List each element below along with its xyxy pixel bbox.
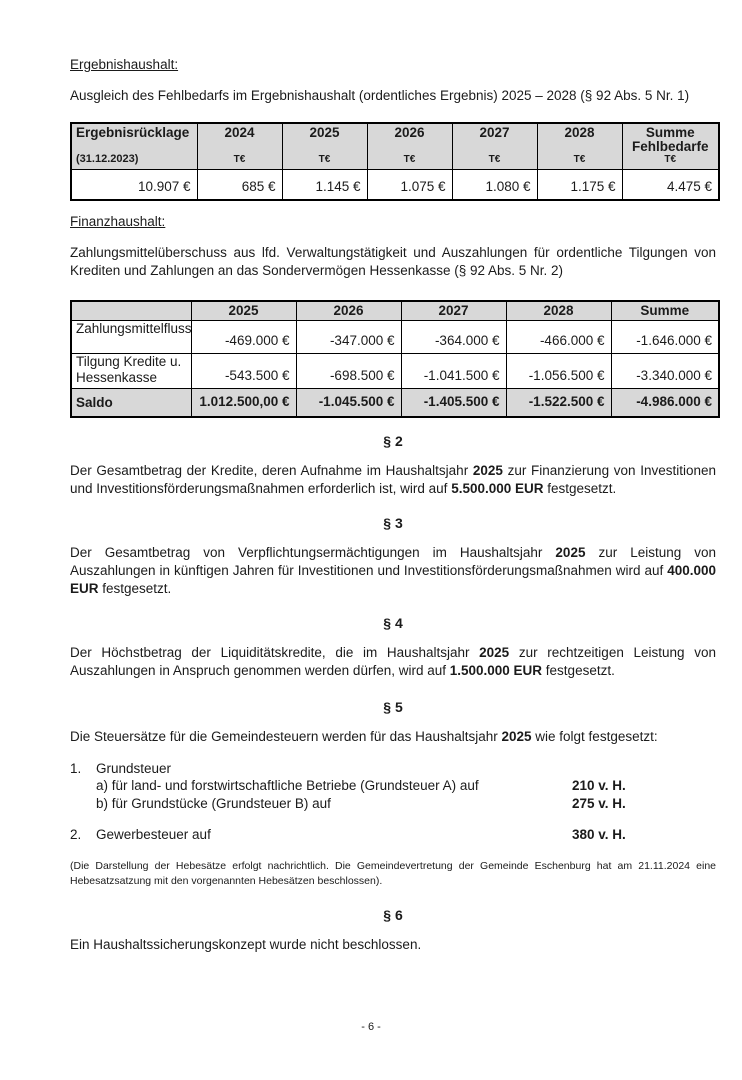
row-label: Saldo bbox=[71, 389, 191, 417]
list-item-gewerbesteuer bbox=[70, 826, 716, 844]
header-cell-2026: 2026 bbox=[296, 301, 401, 321]
text-segment: Der Gesamtbetrag der Kredite, deren Aufnahme im Haushaltsjahr bbox=[70, 462, 473, 478]
section-heading-5: § 5 bbox=[383, 698, 403, 715]
header-cell-2028: 2028 bbox=[506, 301, 611, 321]
section-heading-3: § 3 bbox=[383, 514, 403, 531]
section-heading-2: § 2 bbox=[383, 432, 403, 449]
item-label: Gewerbesteuer auf bbox=[96, 827, 211, 842]
page-number: - 6 - bbox=[361, 1021, 381, 1033]
value-2025: 1.145 € bbox=[282, 169, 367, 200]
text-segment: Der Gesamtbetrag von Verpflichtungsermächtigungen im Haushaltsjahr bbox=[70, 544, 556, 560]
tax-rate-list bbox=[70, 760, 716, 844]
heading-finanzhaushalt: Finanzhaushalt: bbox=[70, 214, 166, 229]
value-ergebnisruecklage: 10.907 € bbox=[71, 169, 197, 200]
item-value: 210 v. H. bbox=[572, 778, 626, 793]
bold-amount: 1.500.000 EUR bbox=[449, 662, 543, 678]
finanzhaushalt-table bbox=[70, 300, 720, 418]
text-segment: zur rechtzeitigen Leistung von Auszahlungen in Anspruch genommen werden dürfen, wird auf bbox=[70, 644, 716, 678]
row-zahlungsmittelfluss bbox=[71, 321, 719, 354]
item-number bbox=[70, 795, 96, 813]
cell-2026: -1.045.500 € bbox=[296, 389, 401, 417]
cell-2028: -1.522.500 € bbox=[506, 389, 611, 417]
section-5-intro bbox=[70, 728, 716, 746]
text-segment: wie folgt festgesetzt: bbox=[531, 728, 658, 744]
cell-summe: -3.340.000 € bbox=[611, 354, 719, 389]
item-value bbox=[572, 760, 716, 778]
header-cell-2024: 2024 T€ bbox=[197, 123, 282, 169]
table-header-row bbox=[71, 301, 719, 321]
finanzhaushalt-intro: Zahlungsmittelüberschuss aus lfd. Verwaltungstätigkeit und Auszahlungen für ordentliche Tilgungen von Krediten und Zahlungen an das Sondervermögen Hessenkasse (§ 92 Abs. 5 Nr. 2) bbox=[70, 245, 716, 278]
header-cell-2025: 2025 bbox=[191, 301, 296, 321]
text-segment: zur Finanzierung von Investitionen und Investitionsförderungsmaßnahmen erforderlich ist, wird auf bbox=[70, 462, 716, 496]
heading-ergebnishaushalt: Ergebnishaushalt: bbox=[70, 57, 179, 72]
header-cell-ergebnisruecklage: Ergebnisrücklage (31.12.2023) bbox=[71, 123, 197, 169]
header-cell-2027: 2027 T€ bbox=[452, 123, 537, 169]
ergebnishaushalt-intro: Ausgleich des Fehlbedarfs im Ergebnishaushalt (ordentliches Ergebnis) 2025 – 2028 (§ 92 Abs. 5 Nr. 1) bbox=[70, 88, 690, 103]
section-heading-6: § 6 bbox=[383, 906, 403, 923]
cell-2025: -543.500 € bbox=[191, 354, 296, 389]
section-heading-4: § 4 bbox=[383, 614, 403, 631]
cell-2028: -466.000 € bbox=[506, 321, 611, 354]
cell-2026: -698.500 € bbox=[296, 354, 401, 389]
header-cell-2025: 2025 T€ bbox=[282, 123, 367, 169]
bold-amount: 400.000 EUR bbox=[70, 562, 716, 596]
row-tilgung-kredite bbox=[71, 354, 719, 389]
bold-year: 2025 bbox=[555, 544, 586, 560]
cell-2027: -364.000 € bbox=[401, 321, 506, 354]
cell-2027: -1.405.500 € bbox=[401, 389, 506, 417]
cell-2027: -1.041.500 € bbox=[401, 354, 506, 389]
item-value: 380 v. H. bbox=[572, 827, 626, 842]
value-2028: 1.175 € bbox=[537, 169, 622, 200]
text-segment: festgesetzt. bbox=[542, 662, 615, 678]
table-header-row bbox=[71, 123, 719, 169]
item-value: 275 v. H. bbox=[572, 795, 626, 811]
value-2027: 1.080 € bbox=[452, 169, 537, 200]
section-2-paragraph bbox=[70, 462, 716, 498]
text-segment: Die Steuersätze für die Gemeindesteuern werden für das Haushaltsjahr bbox=[70, 728, 502, 744]
item-number: 2. bbox=[70, 827, 82, 842]
text-segment: zur Leistung von Auszahlungen in künftigen Jahren für Investitionen und Investitionsförderungsmaßnahmen wird auf bbox=[70, 544, 716, 578]
cell-2028: -1.056.500 € bbox=[506, 354, 611, 389]
cell-summe: -4.986.000 € bbox=[611, 389, 719, 417]
cell-2026: -347.000 € bbox=[296, 321, 401, 354]
bold-amount: 5.500.000 EUR bbox=[451, 480, 544, 496]
header-cell-2027: 2027 bbox=[401, 301, 506, 321]
bold-year: 2025 bbox=[501, 728, 532, 744]
list-item-grundsteuer bbox=[70, 760, 716, 778]
row-label: Tilgung Kredite u. Hessenkasse bbox=[71, 354, 191, 389]
section-6-paragraph: Ein Haushaltssicherungskonzept wurde nicht beschlossen. bbox=[70, 936, 422, 952]
item-label: b) für Grundstücke (Grundsteuer B) auf bbox=[96, 795, 331, 811]
item-number bbox=[70, 777, 96, 795]
hebesatz-footnote: (Die Darstellung der Hebesätze erfolgt nachrichtlich. Die Gemeindevertretung der Gemeinde Eschenburg hat am 21.11.2024 eine Hebesatzsatzung mit den vorgenannten Hebesätzen beschlossen). bbox=[70, 859, 716, 887]
value-2026: 1.075 € bbox=[367, 169, 452, 200]
cell-2025: -469.000 € bbox=[191, 321, 296, 354]
item-label: Grundsteuer bbox=[96, 760, 172, 776]
value-summe: 4.475 € bbox=[622, 169, 719, 200]
bold-year: 2025 bbox=[479, 644, 510, 660]
header-cell-2026: 2026 T€ bbox=[367, 123, 452, 169]
text-segment: festgesetzt. bbox=[98, 580, 172, 596]
value-2024: 685 € bbox=[197, 169, 282, 200]
text-segment: Der Höchstbetrag der Liquiditätskredite, die im Haushaltsjahr bbox=[70, 644, 480, 660]
header-cell-summe: Summe bbox=[611, 301, 719, 321]
cell-summe: -1.646.000 € bbox=[611, 321, 719, 354]
text-segment: festgesetzt. bbox=[543, 480, 617, 496]
item-label: a) für land- und forstwirtschaftliche Betriebe (Grundsteuer A) auf bbox=[96, 778, 479, 793]
row-label: Zahlungsmittelfluss bbox=[71, 321, 191, 354]
bold-year: 2025 bbox=[472, 462, 503, 478]
header-cell-empty bbox=[71, 301, 191, 321]
table-data-row bbox=[71, 169, 719, 200]
header-cell-summe-fehlbedarfe: Summe Fehlbedarfe T€ bbox=[622, 123, 719, 169]
list-item-grundsteuer-b bbox=[70, 795, 716, 813]
list-item-grundsteuer-a bbox=[70, 777, 716, 795]
section-4-paragraph bbox=[70, 644, 716, 680]
item-number: 1. bbox=[70, 760, 82, 776]
section-3-paragraph bbox=[70, 544, 716, 598]
row-saldo bbox=[71, 389, 719, 417]
cell-2025: 1.012.500,00 € bbox=[191, 389, 296, 417]
header-cell-2028: 2028 T€ bbox=[537, 123, 622, 169]
list-spacer bbox=[70, 812, 716, 826]
ergebnishaushalt-table bbox=[70, 122, 720, 201]
